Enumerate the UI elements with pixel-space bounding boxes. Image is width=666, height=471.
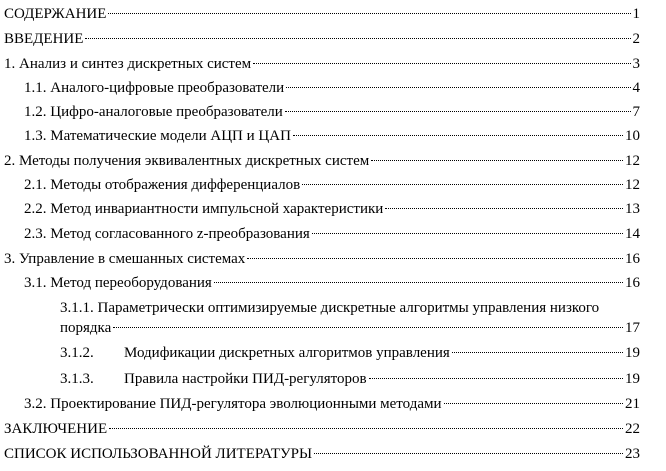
- leader-dots: [214, 281, 623, 283]
- toc-entry-title: ЗАКЛЮЧЕНИЕ: [4, 421, 108, 437]
- toc-entry-title: 3. Управление в смешанных системах: [4, 251, 246, 267]
- leader-dots: [371, 159, 623, 161]
- leader-dots: [444, 402, 623, 404]
- toc-entry-page: 21: [625, 396, 640, 412]
- toc-entry-section-2-3[interactable]: [24, 224, 640, 244]
- leader-dots: [452, 351, 623, 353]
- leader-dots: [113, 326, 623, 328]
- toc-entry-number: 3.1.3.: [60, 371, 94, 387]
- toc-entry-title: 3.1. Метод переоборудования: [24, 275, 212, 291]
- leader-dots: [109, 427, 623, 429]
- toc-entry-section-3-1[interactable]: [24, 273, 640, 293]
- toc-entry-line2: [60, 318, 640, 338]
- toc-entry-title: 2. Методы получения эквивалентных дискретных систем: [4, 153, 370, 169]
- toc-entry-page: 10: [625, 128, 640, 144]
- toc-entry-page: 16: [625, 275, 640, 291]
- leader-dots: [247, 257, 623, 259]
- leader-dots: [286, 86, 630, 88]
- toc-entry-title: Правила настройки ПИД-регуляторов: [124, 371, 367, 387]
- leader-dots: [108, 12, 630, 14]
- toc-entry-title: 1.3. Математические модели АЦП и ЦАП: [24, 128, 291, 144]
- leader-dots: [302, 183, 623, 185]
- toc-entry-page: 23: [625, 446, 640, 462]
- toc-entry-title: Модификации дискретных алгоритмов управления: [124, 345, 450, 361]
- toc-entry-title: ВВЕДЕНИЕ: [4, 31, 84, 47]
- toc-entry-page: 22: [625, 421, 640, 437]
- toc-entry-number: 3.1.2.: [60, 345, 94, 361]
- toc-entry-section-3-1-2[interactable]: [60, 343, 640, 363]
- leader-dots: [369, 377, 623, 379]
- toc-entry-section-1-3[interactable]: [24, 126, 640, 146]
- leader-dots: [314, 452, 623, 454]
- toc-entry-page: 7: [632, 104, 640, 120]
- toc-entry-title: 2.1. Методы отображения дифференциалов: [24, 177, 301, 193]
- toc-entry-introduction[interactable]: [4, 29, 640, 49]
- toc-entry-section-3-2[interactable]: [24, 394, 640, 414]
- toc-entry-page: 19: [625, 371, 640, 387]
- leader-dots: [285, 110, 631, 112]
- toc-entry-page: 17: [625, 320, 640, 336]
- toc-entry-section-2-1[interactable]: [24, 175, 640, 195]
- toc-entry-chapter-1[interactable]: [4, 54, 640, 74]
- toc-entry-section-2-2[interactable]: [24, 199, 640, 219]
- toc-entry-page: 19: [625, 345, 640, 361]
- toc-entry-title-line2: порядка: [60, 320, 112, 336]
- leader-dots: [385, 207, 623, 209]
- toc-entry-chapter-2[interactable]: [4, 151, 640, 171]
- toc-entry-page: 3: [632, 56, 640, 72]
- toc-entry-title: СПИСОК ИСПОЛЬЗОВАННОЙ ЛИТЕРАТУРЫ: [4, 446, 313, 462]
- toc-entry-title: 1.2. Цифро-аналоговые преобразователи: [24, 104, 283, 120]
- leader-dots: [253, 62, 630, 64]
- toc-entry-contents[interactable]: [4, 4, 640, 24]
- toc-entry-title: 2.2. Метод инвариантности импульсной характеристики: [24, 201, 384, 217]
- toc-entry-section-3-1-3[interactable]: [60, 369, 640, 389]
- toc-entry-page: 16: [625, 251, 640, 267]
- toc-entry-conclusion[interactable]: [4, 419, 640, 439]
- toc-entry-page: 12: [625, 177, 640, 193]
- toc-entry-page: 12: [625, 153, 640, 169]
- toc-entry-page: 13: [625, 201, 640, 217]
- toc-entry-page: 1: [632, 6, 640, 22]
- toc-entry-section-1-2[interactable]: [24, 102, 640, 122]
- toc-entry-chapter-3[interactable]: [4, 249, 640, 269]
- leader-dots: [293, 134, 623, 136]
- toc-entry-title: 3.2. Проектирование ПИД-регулятора эволюционными методами: [24, 396, 442, 412]
- toc-entry-section-1-1[interactable]: [24, 78, 640, 98]
- toc-entry-title: 1. Анализ и синтез дискретных систем: [4, 56, 252, 72]
- toc-entry-page: 4: [632, 80, 640, 96]
- toc-entry-title: 2.3. Метод согласованного z-преобразования: [24, 226, 310, 242]
- toc-entry-page: 2: [632, 31, 640, 47]
- toc-entry-references[interactable]: [4, 444, 640, 464]
- toc-entry-title-line1: 3.1.1. Параметрически оптимизируемые дискретные алгоритмы управления низкого: [60, 300, 600, 316]
- toc-entry-page: 14: [625, 226, 640, 242]
- leader-dots: [85, 37, 630, 39]
- toc-entry-title: 1.1. Аналого-цифровые преобразователи: [24, 80, 285, 96]
- leader-dots: [312, 232, 623, 234]
- toc-entry-title: СОДЕРЖАНИЕ: [4, 6, 107, 22]
